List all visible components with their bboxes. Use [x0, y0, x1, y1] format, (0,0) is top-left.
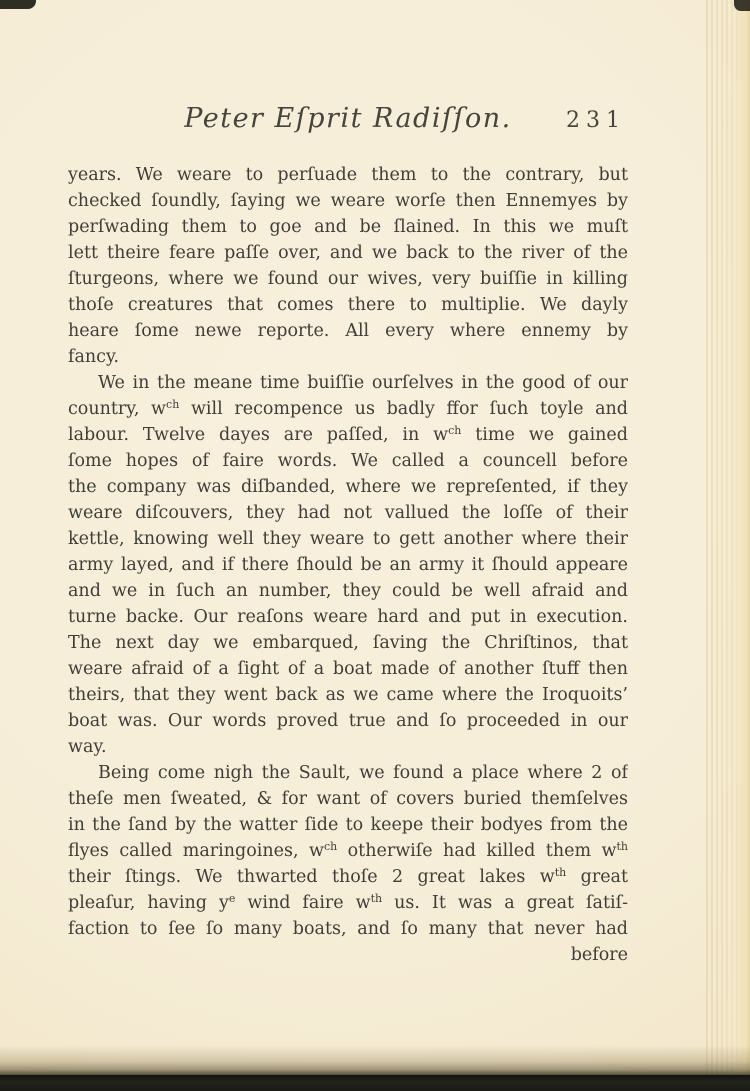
text-line: in the ſand by the watter ſide to keepe their bodyes from the — [68, 815, 628, 835]
text-line: years. We weare to perſuade them to the contrary, but — [68, 165, 628, 185]
text-line: Being come nigh the Sault, we found a place where 2 of — [98, 763, 628, 783]
text-line: weare afraid of a ſight of a boat made of another ſtuff then — [68, 659, 628, 679]
superscript-abbreviation: e — [228, 892, 236, 905]
text-line: theirs, that they went back as we came where the Iroquoits’ — [68, 685, 628, 705]
text-line: the company was diſbanded, where we repreſented, if they — [68, 477, 628, 497]
superscript-abbreviation: ch — [166, 398, 180, 411]
superscript-abbreviation: th — [370, 892, 383, 905]
scan-corner-shadow-right — [734, 0, 750, 11]
text-line: thoſe creatures that comes there to multiplie. We dayly — [68, 295, 628, 315]
superscript-abbreviation: ch — [323, 840, 338, 853]
page-number: 231 — [566, 108, 626, 133]
text-line: way. — [68, 737, 107, 757]
book-binding-bottom — [0, 1075, 750, 1091]
text-line: We in the meane time buiſſie ourſelves in the good of our — [98, 373, 628, 393]
text-line: and we in ſuch an number, they could be well afraid and — [68, 581, 628, 601]
text-line: country, $w^{ch}$ will recompence us badly ffor ſuch toyle and — [68, 398, 628, 419]
text-line: before — [570, 945, 628, 965]
text-line: flyes called maringoines, $w^{ch}$ otherwiſe had killed them $w^{th}$ — [68, 840, 628, 861]
running-head — [68, 103, 628, 145]
text-line: ſturgeons, where we found our wives, very buiſſie in killing — [68, 269, 628, 289]
text-line: boat was. Our words proved true and ſo proceeded in our — [68, 711, 628, 731]
paragraph — [68, 760, 628, 968]
text-line: weare diſcouvers, they had not vallued the loſſe of their — [68, 503, 628, 523]
text-line: kettle, knowing well they weare to gett another where their — [68, 529, 628, 549]
page-bottom-curve-shadow — [0, 1045, 750, 1075]
text-line: theſe men ſweated, & for want of covers buried themſelves — [68, 789, 628, 809]
superscript-abbreviation: ch — [448, 424, 462, 437]
scan-corner-shadow-left — [0, 0, 36, 9]
page-text — [68, 162, 628, 968]
superscript-abbreviation: th — [554, 866, 567, 879]
text-line: pleaſur, having $y^e$ wind faire $w^{th}$ us. It was a great ſatiſ- — [68, 892, 628, 913]
text-line: perſwading them to goe and be ſlained. In this we muſt — [68, 217, 628, 237]
text-line: fancy. — [68, 347, 120, 367]
text-line: labour. Twelve dayes are paſſed, in $w^{ch}$ time we gained — [68, 424, 628, 445]
text-line: The next day we embarqued, ſaving the Chriſtinos, that — [68, 633, 628, 653]
paragraph — [68, 162, 628, 370]
page-content — [68, 0, 628, 968]
text-line: army layed, and if there ſhould be an army it ſhould appeare — [68, 555, 628, 575]
text-line: checked ſoundly, ſaying we weare worſe then Ennemyes by — [68, 191, 628, 211]
text-line: their ſtings. We thwarted thoſe 2 great lakes $w^{th}$ great — [68, 866, 628, 887]
superscript-abbreviation: th — [616, 840, 628, 853]
text-line: ſome hopes of faire words. We called a councell before — [68, 451, 628, 471]
running-head-title: Peter Eſprit Radiſſon. — [184, 103, 512, 134]
text-line: lett theire feare paſſe over, and we back to the river of the — [68, 243, 628, 263]
page-gutter-edge — [0, 0, 42, 1075]
paragraph — [68, 370, 628, 760]
text-line: faction to ſee ſo many boats, and ſo many that never had — [68, 919, 628, 939]
text-line: turne backe. Our reaſons weare hard and put in execution. — [68, 607, 628, 627]
text-line: heare ſome newe reporte. All every where ennemy by — [68, 321, 628, 341]
page-leaves-edge — [706, 0, 750, 1075]
